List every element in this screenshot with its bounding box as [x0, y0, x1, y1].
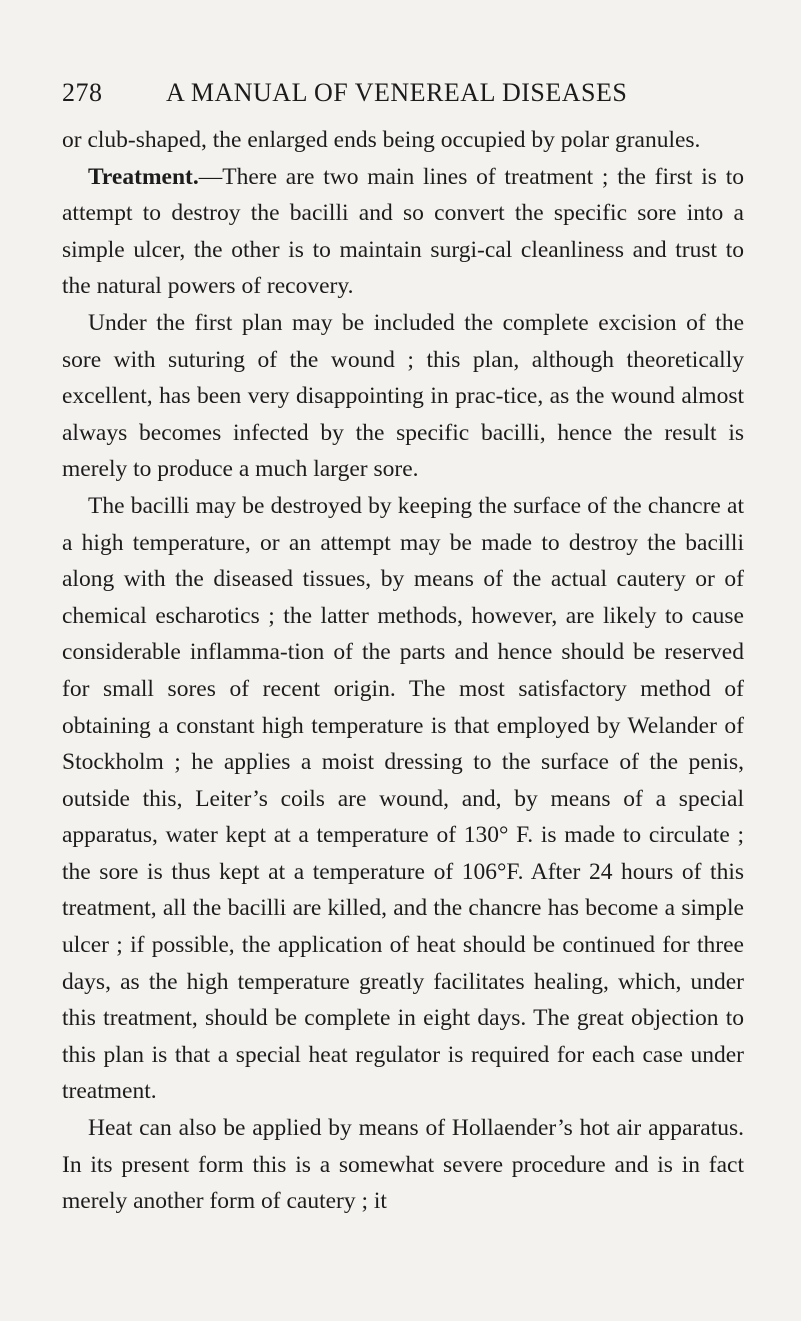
paragraph-hollaender: Heat can also be applied by means of Hollaender’s hot air apparatus. In its present form this is a somewhat severe procedure and is in fact merely another form of cautery ; it	[62, 1115, 744, 1215]
paragraph-continuation: or club-shaped, the enlarged ends being occupied by polar granules.	[62, 127, 701, 153]
running-title: A MANUAL OF VENEREAL DISEASES	[166, 78, 628, 107]
paragraph-heat: The bacilli may be destroyed by keeping the surface of the chancre at a high temperature, or an attempt may be made to destroy the bacilli along with the diseased tissues, by means of the actual cautery or of chemical escharotics ; the latter methods, however, are likely to cause considerable inflamma-tion of the parts and hence should be reserved for small sores of recent origin. The most satisfactory method of obtaining a constant high temperature is that employed by Welander of Stockholm ; he applies a moist dressing to the surface of the penis, outside this, Leiter’s coils are wound, and, by means of a special apparatus, water kept at a temperature of 130° F. is made to circulate ; the sore is thus kept at a temperature of 106°F. After 24 hours of this treatment, all the bacilli are killed, and the chancre has become a simple ulcer ; if possible, the application of heat should be continued for three days, as the high temperature greatly facilitates healing, which, under this treatment, should be complete in eight days. The great objection to this plan is that a special heat regulator is required for each case under treatment.	[62, 492, 744, 1105]
running-head	[62, 78, 744, 118]
page-number: 278	[62, 78, 103, 107]
treatment-text: —There are two main lines of treatment ; the first is to attempt to destroy the bacilli and so convert the specific sore into a simple ulcer, the other is to maintain surgi-cal cleanliness and trust to the natural powers of recovery.	[62, 163, 744, 300]
section-heading-treatment: Treatment.	[88, 163, 199, 190]
body-text	[62, 122, 744, 1220]
paragraph-excision: Under the first plan may be included the complete excision of the sore with suturing of the wound ; this plan, although theoretically excellent, has been very disappointing in prac-tice, as the wound almost always becomes infected by the specific bacilli, hence the result is merely to produce a much larger sore.	[62, 309, 744, 483]
paragraph-treatment	[62, 159, 744, 305]
